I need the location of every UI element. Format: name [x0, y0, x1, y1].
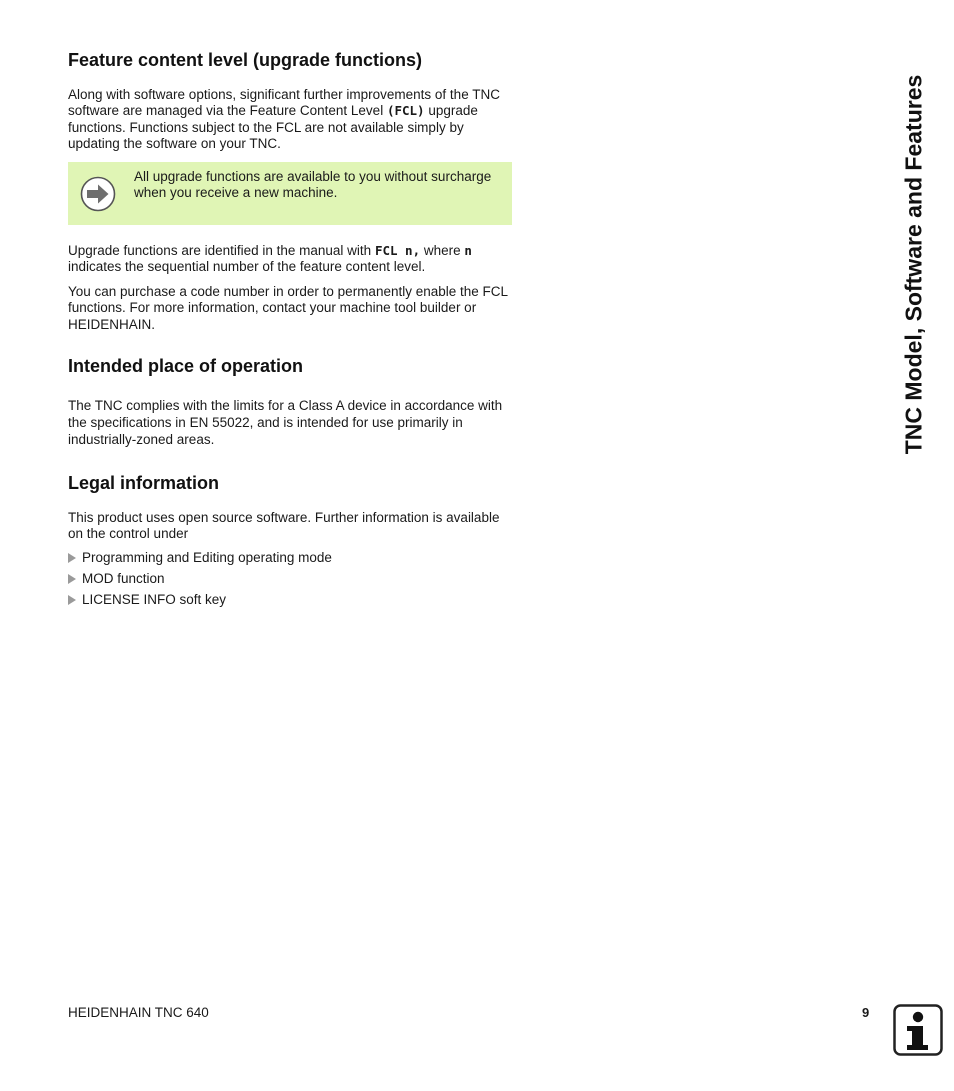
list-item-label: LICENSE INFO soft key	[82, 592, 227, 607]
arrow-right-icon	[80, 176, 116, 212]
list-item-label: Programming and Editing operating mode	[82, 550, 332, 565]
note-box	[68, 162, 512, 225]
list-item-label: MOD function	[82, 571, 165, 586]
list-item	[68, 592, 226, 608]
fcl-text: indicates the sequential number of the feature content level.	[68, 259, 426, 275]
page-number: 9	[862, 1005, 870, 1020]
operation-paragraph: The TNC complies with the limits for a Class A device in accordance with the specifications in EN 55022, and is intended for use primarily in industrially-zoned areas.	[68, 398, 503, 447]
chapter-side-title	[894, 52, 934, 477]
info-icon	[893, 1004, 943, 1056]
bullet-triangle-icon	[68, 595, 76, 605]
fcl-code: n	[464, 243, 472, 258]
fcl-paragraph-3: You can purchase a code number in order to permanently enable the FCL functions. For more information, contact your machine tool builder or HEIDENHAIN.	[68, 284, 508, 332]
fcl-code: (FCL)	[386, 103, 425, 119]
fcl-text: Along with software options, significant further improvements of the TNC software are managed via the Feature Content Level	[68, 87, 500, 119]
bullet-triangle-icon	[68, 553, 76, 563]
legal-paragraph: This product uses open source software. Further information is available on the control under	[68, 510, 500, 542]
section-heading-fcl: Feature content level (upgrade functions)	[68, 50, 423, 70]
section-heading-legal: Legal information	[68, 473, 220, 493]
fcl-paragraph-2	[68, 243, 512, 276]
fcl-text: Upgrade functions are identified in the manual with	[68, 243, 375, 258]
footer-product-name: HEIDENHAIN TNC 640	[68, 1005, 209, 1020]
fcl-code: FCL n,	[374, 243, 421, 258]
note-text: All upgrade functions are available to you without surcharge when you receive a new machine.	[134, 169, 492, 201]
fcl-text: where	[420, 243, 465, 258]
fcl-paragraph-1	[68, 87, 512, 152]
chapter-side-title-text: TNC Model, Software and Features	[900, 74, 927, 455]
section-heading-operation: Intended place of operation	[68, 356, 304, 376]
list-item	[68, 550, 332, 566]
bullet-triangle-icon	[68, 574, 76, 584]
fcl-text: upgrade functions. Functions subject to the FCL are not available simply by updating the software on your TNC.	[68, 103, 478, 151]
list-item	[68, 571, 165, 587]
